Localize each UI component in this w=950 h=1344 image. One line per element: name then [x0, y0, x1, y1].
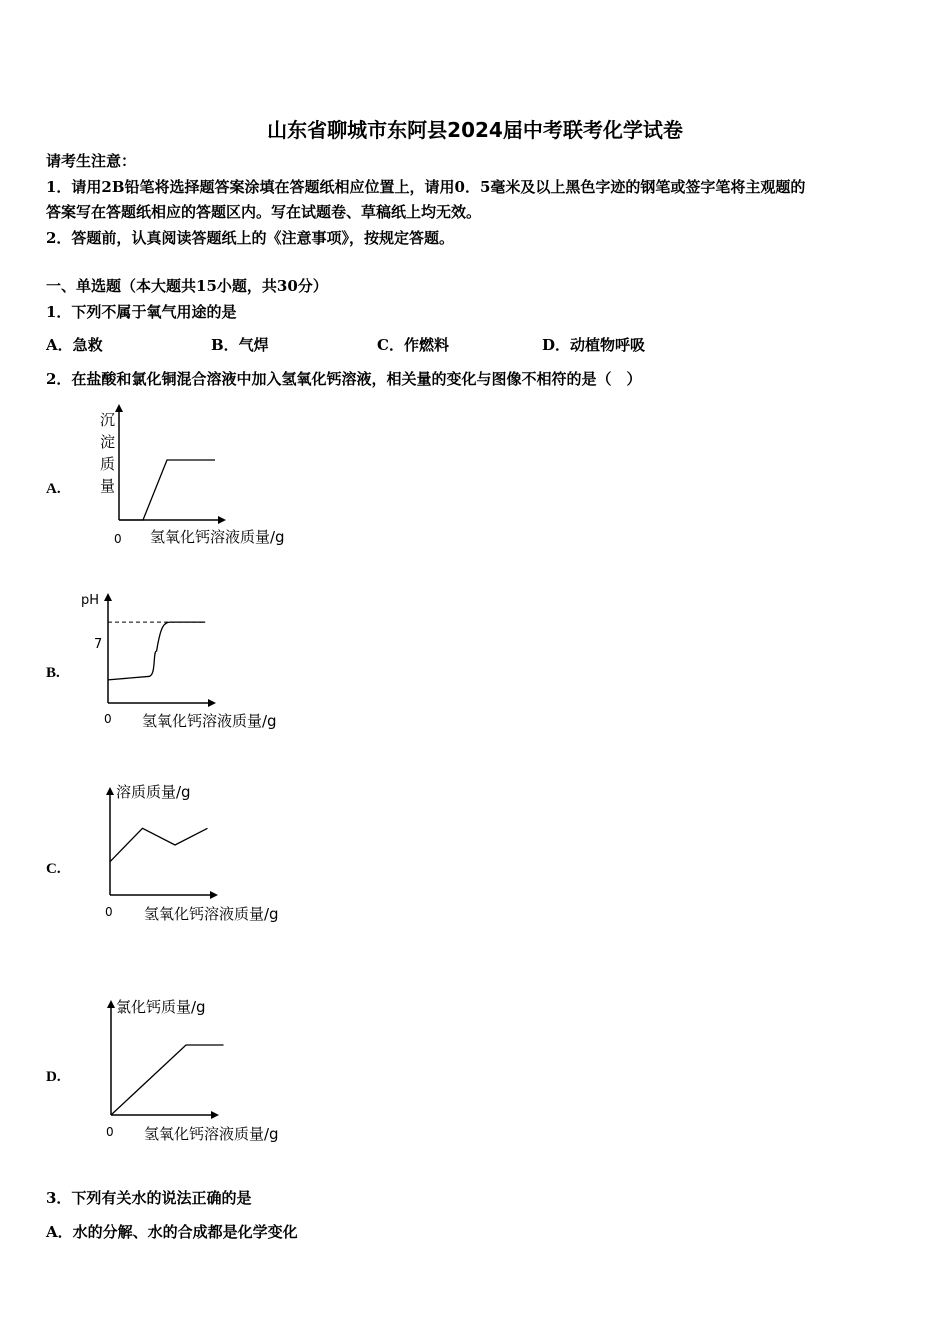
- question-1-option-d: D．动植物呼吸: [542, 336, 646, 354]
- question-2-option-d-label: D.: [46, 1069, 61, 1085]
- chart-d-series-line: [111, 1045, 224, 1115]
- chart-d-ylabel: 氯化钙质量/g: [116, 998, 206, 1016]
- chart-b-series-line: [108, 622, 205, 680]
- chart-a-ylabel-2: 淀: [100, 433, 116, 451]
- question-2-option-b-label: B.: [46, 665, 60, 681]
- chart-d: [72, 990, 332, 1145]
- question-1-option-b: B．气焊: [211, 336, 269, 354]
- notice-line-3: 2．答题前，认真阅读答题纸上的《注意事项》，按规定答题。: [46, 229, 454, 247]
- chart-a-x-arrow-icon: [218, 516, 226, 524]
- chart-a-series-line: [119, 460, 215, 520]
- chart-c-series-line: [110, 828, 208, 861]
- question-2-option-c-label: C.: [46, 861, 61, 877]
- chart-a-ylabel-4: 量: [100, 477, 116, 495]
- chart-b-y-arrow-icon: [104, 593, 112, 601]
- chart-a-y-arrow-icon: [115, 404, 123, 412]
- notice-line-2: 答案写在答题纸相应的答题区内。写在试题卷、草稿纸上均无效。: [46, 203, 482, 221]
- question-3-stem: 3．下列有关水的说法正确的是: [46, 1189, 252, 1207]
- chart-c-ylabel: 溶质质量/g: [116, 783, 191, 801]
- question-1-stem: 1．下列不属于氧气用途的是: [46, 303, 237, 321]
- chart-b-ylabel: pH: [81, 593, 100, 608]
- question-1-option-c: C．作燃料: [377, 336, 449, 354]
- question-3-option-a: A．水的分解、水的合成都是化学变化: [46, 1223, 298, 1241]
- chart-a-ylabel-3: 质: [100, 455, 116, 473]
- chart-b: [72, 585, 332, 735]
- page-title: 山东省聊城市东阿县2024届中考联考化学试卷: [267, 118, 683, 142]
- chart-a: [80, 400, 340, 555]
- chart-d-y-arrow-icon: [107, 1000, 115, 1008]
- section-heading: 一、单选题（本大题共15小题，共30分）: [46, 277, 328, 295]
- chart-a-origin-label: 0: [114, 532, 122, 546]
- chart-c-xlabel: 氢氧化钙溶液质量/g: [144, 905, 279, 923]
- chart-b-ref-label: 7: [94, 637, 103, 652]
- chart-c-x-arrow-icon: [210, 891, 218, 899]
- chart-d-origin-label: 0: [106, 1125, 114, 1139]
- chart-a-xlabel: 氢氧化钙溶液质量/g: [150, 528, 285, 546]
- notice-line-1: 1．请用2B铅笔将选择题答案涂填在答题纸相应位置上，请用0．5毫米及以上黑色字迹的钢笔或签字笔将主观题的: [46, 178, 806, 196]
- chart-b-xlabel: 氢氧化钙溶液质量/g: [142, 712, 277, 730]
- chart-c: [72, 775, 332, 930]
- chart-b-origin-label: 0: [104, 712, 112, 726]
- chart-c-y-arrow-icon: [106, 787, 114, 795]
- chart-a-ylabel-1: 沉: [100, 411, 116, 429]
- notice-heading: 请考生注意：: [46, 152, 137, 170]
- chart-d-x-arrow-icon: [211, 1111, 219, 1119]
- chart-b-x-arrow-icon: [208, 699, 216, 707]
- chart-d-xlabel: 氢氧化钙溶液质量/g: [144, 1125, 279, 1143]
- question-2-stem: 2．在盐酸和氯化铜混合溶液中加入氢氧化钙溶液，相关量的变化与图像不相符的是（ ）: [46, 370, 642, 388]
- question-2-option-a-label: A.: [46, 481, 61, 497]
- question-1-option-a: A．急救: [46, 336, 103, 354]
- chart-c-origin-label: 0: [105, 905, 113, 919]
